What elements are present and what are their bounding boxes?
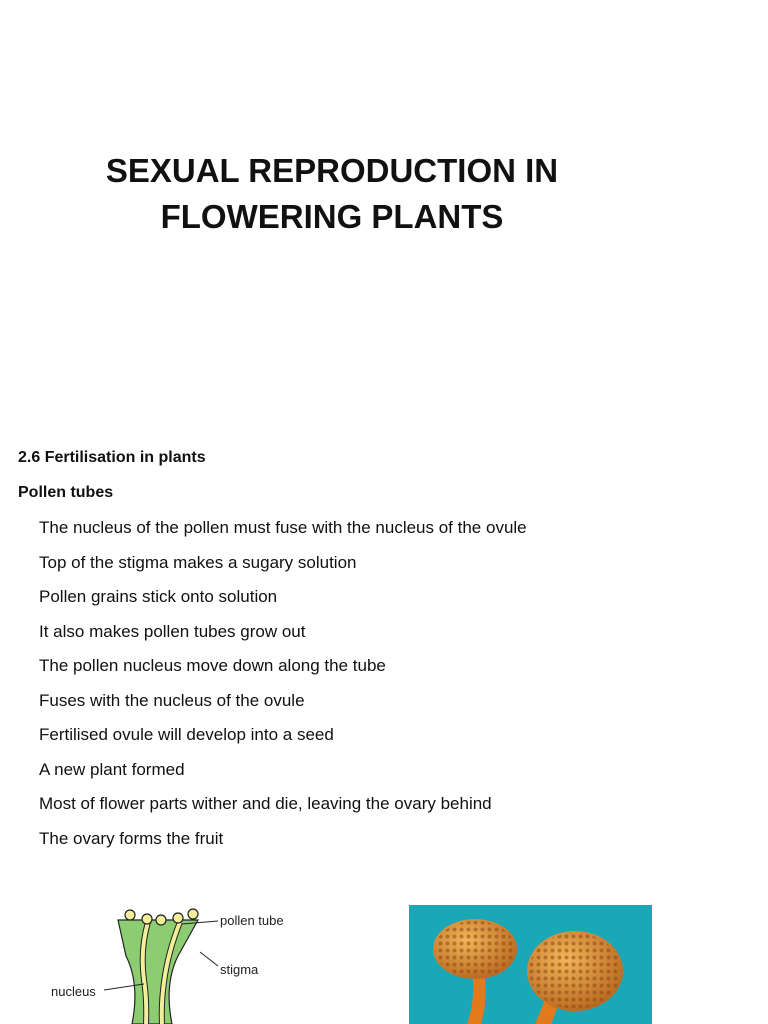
section-heading: 2.6 Fertilisation in plants bbox=[18, 449, 206, 466]
pollen-grain bbox=[188, 909, 198, 919]
pollen-tube-diagram bbox=[40, 900, 320, 1024]
pollen-grain bbox=[173, 913, 183, 923]
pollen-grain bbox=[156, 915, 166, 925]
list-item: Fertilised ovule will develop into a seed bbox=[39, 725, 334, 744]
list-item: Pollen grains stick onto solution bbox=[39, 587, 278, 606]
nucleus-label: nucleus bbox=[51, 984, 96, 999]
pollen-grains-photo bbox=[409, 905, 652, 1024]
list-item: Fuses with the nucleus of the ovule bbox=[39, 690, 305, 710]
bullet-list bbox=[39, 517, 527, 862]
list-item: The nucleus of the pollen must fuse with the nucleus of the ovule bbox=[39, 518, 527, 537]
page-title bbox=[90, 148, 574, 240]
pollen-tube-label: pollen tube bbox=[220, 913, 284, 928]
pollen-grain bbox=[142, 914, 152, 924]
stigma-shape bbox=[118, 920, 198, 1024]
list-item: The ovary forms the fruit bbox=[39, 828, 224, 848]
pollen-grain-photo-left-texture bbox=[435, 921, 515, 977]
title-line-1: SEXUAL REPRODUCTION IN bbox=[105, 152, 559, 189]
title-line-2: FLOWERING PLANTS bbox=[160, 198, 504, 235]
pollen-grain bbox=[125, 910, 135, 920]
list-item: Most of flower parts wither and die, leaving the ovary behind bbox=[39, 794, 492, 813]
list-item: Top of the stigma makes a sugary solution bbox=[39, 552, 357, 572]
pollen-grain-photo-right-texture bbox=[529, 933, 621, 1009]
list-item: The pollen nucleus move down along the tube bbox=[39, 656, 386, 675]
list-item: A new plant formed bbox=[39, 759, 185, 779]
stigma-leader bbox=[200, 952, 218, 966]
stigma-label: stigma bbox=[220, 962, 259, 977]
subsection-heading: Pollen tubes bbox=[18, 484, 114, 501]
list-item: It also makes pollen tubes grow out bbox=[39, 621, 306, 641]
